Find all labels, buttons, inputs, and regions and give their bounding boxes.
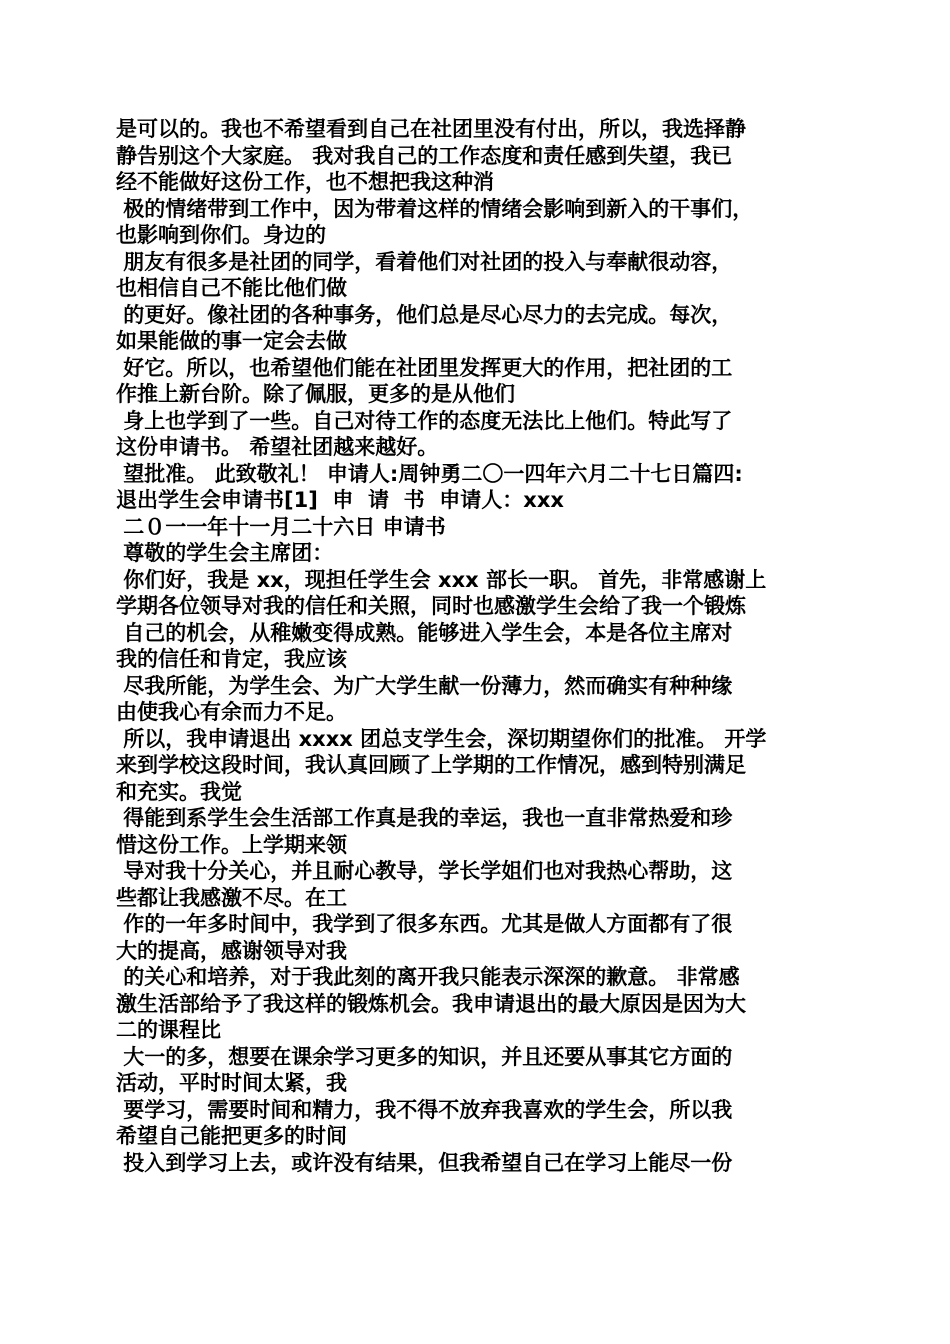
text-line: 由使我心有余而力不足。 (116, 700, 347, 724)
text-line: 二０一一年十一月二十六日 申请书 (116, 514, 446, 539)
text-line: 大的提高，感谢领导对我 (116, 938, 347, 963)
text-line: 静告别这个大家庭。 我对我自己的工作态度和责任感到失望，我已 (116, 143, 733, 168)
text-line: 也相信自己不能比他们做 (116, 276, 347, 300)
text-line: 所以，我申请退出 xxxx 团总支学生会，深切期望你们的批准。 开学 (116, 726, 767, 751)
text-line: 二的课程比 (116, 1018, 221, 1042)
text-line: 你们好，我是 xx，现担任学生会 xxx 部长一职。 首先，非常感谢上 (116, 567, 767, 592)
text-line: 经不能做好这份工作，也不想把我这种消 (116, 170, 494, 194)
text-line: 是可以的。我也不希望看到自己在社团里没有付出，所以，我选择静 (116, 117, 746, 141)
text-line: 激生活部给予了我这样的锻炼机会。我申请退出的最大原因是因为大 (116, 991, 746, 1016)
text-line: 来到学校这段时间，我认真回顾了上学期的工作情况，感到特别满足 (116, 753, 746, 777)
text-line: 尽我所能，为学生会、为广大学生献一份薄力，然而确实有种种缘 (116, 673, 733, 698)
text-line: 如果能做的事一定会去做 (116, 329, 347, 353)
text-line: 我的信任和肯定，我应该 (116, 647, 347, 671)
text-line: 得能到系学生会生活部工作真是我的幸运，我也一直非常热爱和珍 (116, 806, 733, 830)
text-line: 的关心和培养，对于我此刻的离开我只能表示深深的歉意。 非常感 (116, 965, 740, 989)
text-line: 朋友有很多是社团的同学，看着他们对社团的投入与奉献很动容， (116, 249, 733, 274)
text-line: 作推上新台阶。除了佩服，更多的是从他们 (116, 382, 515, 406)
text-line: 极的情绪带到工作中，因为带着这样的情绪会影响到新入的干事们， (116, 196, 754, 221)
text-line: 学期各位领导对我的信任和关照，同时也感激学生会给了我一个锻炼 (116, 594, 746, 618)
text-line: 的更好。像社团的各种事务，他们总是尽心尽力的去完成。每次， (116, 302, 733, 327)
text-line: 尊敬的学生会主席团： (116, 541, 334, 565)
text-line: 惜这份工作。上学期来领 (116, 832, 347, 857)
text-line: 作的一年多时间中，我学到了很多东西。尤其是做人方面都有了很 (116, 912, 733, 936)
text-line: 自己的机会，从稚嫩变得成熟。能够进入学生会，本是各位主席对 (116, 620, 733, 645)
text-line: 要学习，需要时间和精力，我不得不放弃我喜欢的学生会，所以我 (116, 1097, 733, 1122)
text-line: 退出学生会申请书[1] 申 请 书 申请人：xxx (116, 488, 564, 512)
text-line: 导对我十分关心，并且耐心教导，学长学姐们也对我热心帮助，这 (116, 859, 733, 883)
text-line: 好它。所以，也希望他们能在社团里发挥更大的作用，把社团的工 (116, 355, 733, 380)
text-line: 身上也学到了一些。自己对待工作的态度无法比上他们。特此写了 (116, 408, 733, 433)
text-line: 投入到学习上去，或许没有结果，但我希望自己在学习上能尽一份 (116, 1150, 733, 1175)
text-line: 希望自己能把更多的时间 (116, 1124, 347, 1148)
document-body (116, 116, 846, 1176)
text-line: 望批准。 此致敬礼！ 申请人:周钟勇二〇一四年六月二十七日篇四: (116, 461, 743, 486)
text-line: 些都让我感激不尽。在工 (116, 885, 347, 910)
text-line: 也影响到你们。身边的 (116, 223, 326, 247)
text-line: 大一的多，想要在课余学习更多的知识，并且还要从事其它方面的 (116, 1044, 733, 1069)
text-line: 活动，平时时间太紧，我 (116, 1071, 347, 1095)
text-line: 和充实。我觉 (116, 779, 242, 804)
text-line: 这份申请书。 希望社团越来越好。 (116, 435, 439, 459)
